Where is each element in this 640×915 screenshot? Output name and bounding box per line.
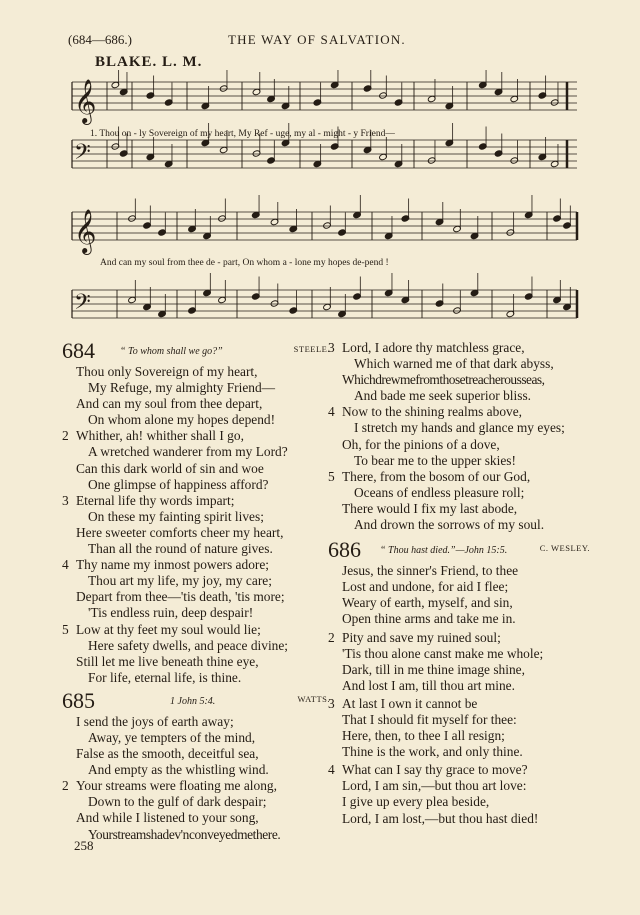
- stanza: [328, 630, 590, 694]
- hymn-686-text: [328, 563, 590, 827]
- verse-line: Thou art my life, my joy, my care;: [88, 573, 272, 589]
- stanza-number: 5: [328, 468, 335, 484]
- hymn-author: STEELE.: [293, 344, 330, 354]
- page-header: [68, 32, 608, 52]
- verse-line: At last I own it cannot be: [342, 695, 478, 711]
- music-staves: [62, 70, 582, 332]
- verse-line: Here safety dwells, and peace divine;: [88, 637, 289, 653]
- stanza: [62, 622, 330, 686]
- bass-clef-icon: 𝄢: [74, 290, 91, 320]
- verse-line: Dark, till in me thine image shine,: [342, 661, 525, 677]
- stanza: [62, 428, 330, 492]
- stanza: [62, 778, 330, 842]
- stanza: [328, 340, 590, 404]
- hymn-686-header: [328, 539, 590, 563]
- stanza-number: 2: [328, 629, 335, 645]
- hymn-epigraph: 1 John 5:4.: [170, 695, 216, 707]
- verse-line: What can I say thy grace to move?: [342, 762, 528, 778]
- stanza: [62, 364, 330, 428]
- verse-line: Weary of earth, myself, and sin,: [342, 595, 513, 611]
- hymn-number: 684: [62, 338, 95, 363]
- verse-line: That I should fit myself for thee:: [342, 711, 517, 727]
- verse-line: 'Tis endless ruin, deep despair!: [88, 605, 254, 621]
- hymn-number: 686: [328, 537, 361, 563]
- stanza: [328, 762, 590, 826]
- verse-line: Here sweeter comforts cheer my heart,: [76, 524, 284, 540]
- stanza-number: 4: [328, 404, 335, 420]
- stanza-number: 4: [328, 762, 335, 778]
- hymn-range: (684—686.): [68, 32, 132, 47]
- music-score: [62, 70, 582, 332]
- stanza: [328, 696, 590, 760]
- verse-line: And lost I am, till thou art mine.: [342, 677, 515, 693]
- stanza-number: 2: [62, 428, 69, 444]
- left-column: [62, 340, 330, 843]
- hymn-685-continued: [328, 340, 590, 533]
- stanza-number: 2: [62, 778, 69, 794]
- verse-line: False as the smooth, deceitful sea,: [76, 746, 259, 762]
- stanza-number: 3: [328, 340, 335, 355]
- hymn-author: C. WESLEY.: [539, 543, 590, 554]
- stanza-number: 5: [62, 621, 69, 637]
- verse-line: Oh, for the pinions of a dove,: [342, 436, 500, 452]
- stanza-number: 3: [62, 492, 69, 508]
- stanza: [62, 714, 330, 778]
- verse-line: Lord, I am lost,—but thou hast died!: [342, 810, 539, 826]
- verse-line: Depart from thee—'tis death, 'tis more;: [76, 589, 285, 605]
- verse-line: Lord, I adore thy matchless grace,: [342, 340, 525, 355]
- stanza: [328, 563, 590, 627]
- verse-line: And bade me seek superior bliss.: [354, 388, 532, 404]
- verse-line: Yourstreamshadev'nconveyedmethere.: [88, 826, 281, 842]
- verse-line: Lost and undone, for aid I flee;: [342, 579, 509, 595]
- verse-line: And while I listened to your song,: [76, 810, 259, 826]
- verse-line: I give up every plea beside,: [342, 794, 490, 810]
- verse-line: Thy name my inmost powers adore;: [76, 557, 270, 573]
- verse-line: 'Tis thou alone canst make me whole;: [342, 645, 544, 661]
- verse-line: On these my fainting spirit lives;: [88, 508, 264, 524]
- verse-line: Which warned me of that dark abyss,: [354, 356, 554, 372]
- verse-line: Thine is the work, and only thine.: [342, 744, 523, 760]
- verse-line: Low at thy feet my soul would lie;: [76, 621, 261, 637]
- verse-line: To bear me to the upper skies!: [354, 452, 516, 468]
- verse-line: There would I fix my last abode,: [342, 500, 518, 516]
- verse-line: A wretched wanderer from my Lord?: [88, 444, 288, 460]
- hymn-685-header: [62, 687, 330, 714]
- page-number: 258: [74, 838, 94, 853]
- verse-line: For life, eternal life, is thine.: [88, 669, 242, 685]
- hymn-684-text: [62, 364, 330, 686]
- running-title: THE WAY OF SALVATION.: [228, 32, 406, 47]
- verse-line: Oceans of endless pleasure roll;: [354, 484, 525, 500]
- treble-clef-icon: 𝄞: [74, 79, 97, 123]
- verse-line: I stretch my hands and glance my eyes;: [354, 420, 565, 436]
- stanza: [328, 404, 590, 468]
- stanza: [62, 493, 330, 557]
- verse-line: Whichdrewmefromthosetreacherousseas,: [342, 372, 545, 388]
- verse-line: Than all the round of nature gives.: [88, 541, 273, 557]
- verse-line: Eternal life thy words impart;: [76, 492, 235, 508]
- verse-line: And empty as the whistling wind.: [88, 762, 269, 778]
- bass-clef-icon: 𝄢: [74, 140, 91, 170]
- verse-line: And can my soul from thee depart,: [76, 396, 263, 412]
- verse-line: Here, then, to thee I all resign;: [342, 728, 505, 744]
- right-column: [328, 340, 590, 827]
- verse-line: I send the joys of earth away;: [76, 713, 234, 729]
- verse-line: Jesus, the sinner's Friend, to thee: [342, 563, 519, 579]
- verse-line: Whither, ah! whither shall I go,: [76, 428, 244, 444]
- lyric-line-2: And can my soul from thee de - part, On whom a - lone my hopes de-pend !: [100, 258, 389, 268]
- verse-line: There, from the bosom of our God,: [342, 468, 531, 484]
- verse-line: One glimpse of happiness afford?: [88, 476, 269, 492]
- hymn-685-text: [62, 714, 330, 843]
- verse-line: Still let me live beneath thine eye,: [76, 653, 259, 669]
- verse-line: Pity and save my ruined soul;: [342, 629, 501, 645]
- verse-line: Lord, I am sin,—but thou art love:: [342, 778, 527, 794]
- stanza-number: 4: [62, 557, 69, 573]
- verse-line: Open thine arms and take me in.: [342, 611, 516, 627]
- verse-line: Away, ye tempters of the mind,: [88, 729, 256, 745]
- verse-line: My Refuge, my almighty Friend—: [88, 380, 276, 396]
- verse-line: Can this dark world of sin and woe: [76, 460, 264, 476]
- hymn-684-header: [62, 340, 330, 364]
- stanza: [62, 557, 330, 621]
- tune-name: BLAKE. L. M.: [95, 54, 203, 70]
- verse-line: Now to the shining realms above,: [342, 404, 522, 420]
- lyric-line-1: 1. Thou on - ly Sovereign of my heart, My Ref - uge, my al - might - y Friend—: [90, 129, 395, 139]
- treble-clef-icon: 𝄞: [74, 209, 97, 253]
- hymn-epigraph: “ Thou hast died.”—John 15:5.: [380, 545, 508, 557]
- hymn-epigraph: “ To whom shall we go?”: [120, 346, 223, 357]
- stanza-number: 3: [328, 695, 335, 711]
- verse-line: On whom alone my hopes depend!: [88, 412, 276, 428]
- stanza: [328, 469, 590, 533]
- verse-line: Your streams were floating me along,: [76, 778, 277, 794]
- hymn-number: 685: [62, 687, 95, 713]
- hymn-author: WATTS.: [297, 693, 330, 704]
- verse-line: Thou only Sovereign of my heart,: [76, 364, 258, 379]
- verse-line: And drown the sorrows of my soul.: [354, 517, 545, 533]
- verse-line: Down to the gulf of dark despair;: [88, 794, 267, 810]
